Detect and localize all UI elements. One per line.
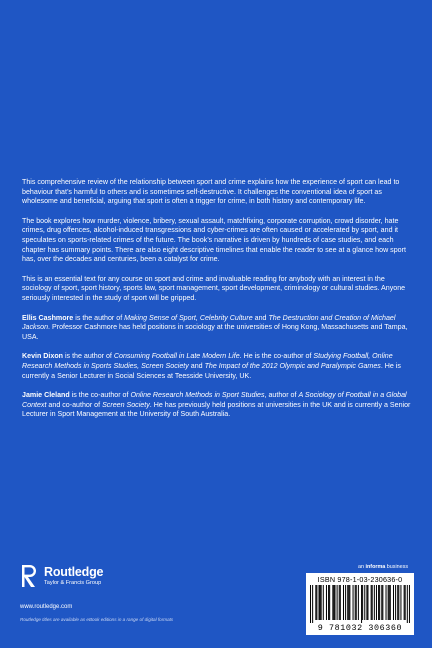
bio-text: . Professor Cashmore has held positions in sociology at the universities of Hong Kong, Massachusetts and Tampa, USA. [22, 323, 408, 341]
barcode-bar [348, 585, 349, 620]
barcode-bar [339, 585, 340, 620]
bio-text: and [252, 313, 269, 322]
author-bio-cashmore [22, 314, 412, 343]
barcode-bar [362, 585, 363, 620]
barcode-bar [389, 585, 390, 620]
book-title: Making Sense of Sport, Celebrity Culture [124, 313, 253, 322]
barcode-bar [374, 585, 375, 620]
barcode-bar [329, 585, 330, 620]
bio-text: and [188, 361, 205, 370]
publisher-subtitle: Taylor & Francis Group [44, 580, 102, 586]
barcode-bar [349, 585, 350, 620]
barcode-bar [355, 585, 356, 620]
barcode-bar [315, 585, 316, 620]
bio-text: is the author of [63, 352, 114, 361]
barcode-bar [340, 585, 341, 620]
barcode-bar [343, 585, 344, 620]
barcode-bar [382, 585, 383, 620]
barcode-bar [323, 585, 324, 620]
author-name: Ellis Cashmore [22, 313, 74, 322]
barcode-bar [333, 585, 334, 620]
barcode-bar [364, 585, 365, 620]
bio-text: is the author of [73, 313, 125, 322]
barcode-bar [390, 585, 391, 620]
book-title: The Destruction and Creation of Michael Jackson [22, 313, 396, 332]
barcode-bar [337, 585, 338, 620]
isbn-label: ISBN 978-1-03-230636-0 [317, 575, 403, 584]
barcode-bar [404, 585, 405, 620]
barcode-bar [347, 585, 348, 620]
barcode-bar [372, 585, 373, 620]
barcode-bar [393, 585, 394, 620]
barcode-bar [356, 585, 357, 620]
barcode-bar [381, 585, 382, 620]
barcode-bar [367, 585, 368, 620]
barcode-bar [320, 585, 321, 620]
barcode-bar [379, 585, 380, 620]
barcode-bar [378, 585, 379, 620]
informa-brand: informa [365, 564, 386, 570]
barcode-bar [376, 585, 377, 620]
bio-text: . He is currently a Senior Lecturer in Social Sciences at Teesside University, UK. [22, 361, 401, 380]
author-name: Jamie Cleland [22, 391, 70, 400]
bio-text: . He is the co-author of [239, 352, 314, 361]
author-name: Kevin Dixon [22, 352, 63, 361]
barcode-bar [332, 585, 333, 620]
barcode-bar [334, 585, 335, 620]
barcode-bar [409, 585, 410, 623]
barcode-bar [371, 585, 372, 620]
barcode-bar [345, 585, 346, 620]
barcode-bar [400, 585, 401, 620]
barcode-bar [366, 585, 367, 620]
barcode-bar [353, 585, 354, 620]
barcode-bar [321, 585, 322, 620]
bio-text: is the co-author of [69, 391, 131, 400]
informa-suffix: business [385, 564, 409, 570]
informa-prefix: an [358, 564, 366, 570]
author-bio-dixon [22, 352, 412, 381]
publisher-website: www.routledge.com [20, 604, 73, 610]
barcode-bar [395, 585, 396, 620]
barcode-bar [328, 585, 329, 620]
informa-business-tag [358, 564, 408, 570]
publisher-logo [20, 564, 220, 596]
barcode-bar [388, 585, 389, 620]
blurb-paragraph-2: The book explores how murder, violence, bribery, sexual assault, matchfixing, corporate corruption, crowd disorder, hate crimes, drug offences, alcohol-induced transgressions and cyber-crimes are often caused or accelerated by sport, and it speculates on sports-related crimes of the future. The book’s narrative is driven by hundreds of case studies, and each chapter has summary points. There are also eight descriptive timelines that enable the reader to see at a glance how sport has, over the decades and centuries, been a catalyst for crime. [22, 216, 406, 264]
barcode-bar [316, 585, 317, 620]
book-title: Online Research Methods in Sport Studies [130, 391, 265, 400]
blurb-paragraph-3: This is an essential text for any course on sport and crime and invaluable reading for anybody with an interest in the sociology of sport, sport history, sports law, sport management, sport development, criminology or cultural studies. Anyone seriously interested in the study of sport will be gripped. [22, 274, 406, 302]
barcode-bar [361, 585, 362, 623]
author-bio-cleland [22, 391, 412, 420]
book-title: A Sociology of Football in a Global Context [22, 391, 407, 409]
barcode-bar [398, 585, 399, 620]
bio-text: . He has previously held positions at universities in the UK and is currently a Senior Lecturer in Sport Management at the University of South Australia. [22, 400, 411, 419]
publisher-name: Routledge [44, 565, 104, 579]
barcode-bar [407, 585, 408, 623]
barcode-bar [312, 585, 313, 623]
barcode-bar [405, 585, 406, 620]
barcode-bar [386, 585, 387, 620]
blurb [22, 178, 412, 430]
barcode-bars [310, 585, 410, 623]
bio-text: , author of [264, 391, 299, 400]
barcode-bar [319, 585, 320, 620]
book-title: The Impact of the 2012 Olympic and Paralympic Games [204, 361, 381, 370]
book-title: Consuming Football in Late Modern Life [113, 352, 240, 361]
barcode-digits: 9 781032 306360 [317, 623, 403, 633]
book-title: Screen Society [102, 400, 150, 409]
barcode-bar [397, 585, 398, 620]
routledge-logo-icon [20, 564, 38, 588]
barcode-bar [358, 585, 359, 620]
barcode-bar [326, 585, 327, 620]
isbn-barcode [306, 573, 414, 635]
barcode-bar [310, 585, 311, 623]
blurb-paragraph-1: This comprehensive review of the relationship between sport and crime explains how the experience of sport can lead to behaviour that’s harmful to others and is sometimes self-destructive. It challenges the conventional idea of sport as wholesome and beneficial, arguing that sport is often a trigger for crime, in both history and contemporary life. [22, 178, 400, 206]
ebook-disclaimer: Routledge titles are available as eBook editions in a range of digital formats [20, 617, 174, 622]
bio-text: and co-author of [46, 400, 103, 409]
book-title: Studying Football, Online Research Methods in Sports Studies, Screen Society [22, 352, 393, 370]
